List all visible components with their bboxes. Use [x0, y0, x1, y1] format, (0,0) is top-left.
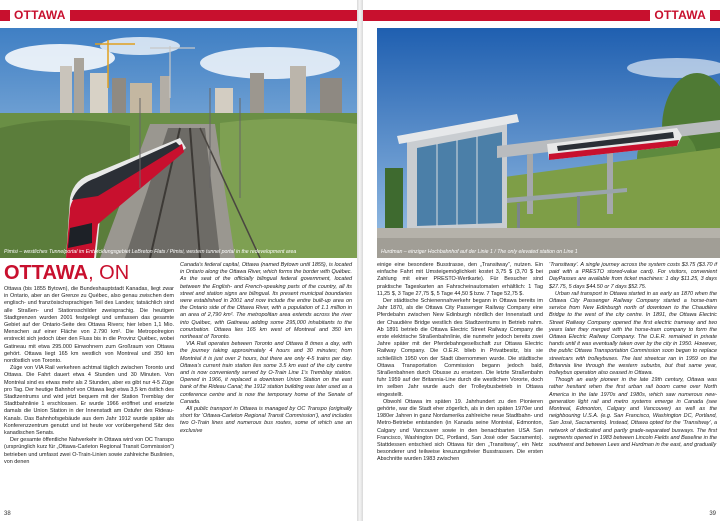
german-text-column-right	[377, 262, 543, 464]
english-paragraph: Urban rail transport in Ottawa started in as early as 1870 when the Ottawa City Passenger Railway Company started a horse-tram service from New Edinburgh north of downtown to the Chaudière Bridge to the west of the city centre. In 1891, the Ottawa Electric Street Railway Company opened the first electric tramway and two years later they merged with the horse-tram company to form the Ottawa Electric Railway Company. The O.E.R. remained in private hands until it was eventually taken over by the city in 1950. However, the public Ottawa Transportation Commission soon began to replace streetcars with trolleybuses. The last streetcar ran in 1959 on the Britannia line through the western suburbs, but that same year, trolleybus operation also ceased in Ottawa.	[549, 290, 717, 377]
header-label-left: OTTAWA	[10, 8, 70, 23]
left-page	[0, 0, 357, 521]
german-paragraph: einige eine besondere Busstrasse, den „Transitway“, nutzen. Ein einfache Fahrt mit Umsteigemöglichkeit kostet 3,75 $ (3,70 $ bei Zahlung mit einer PRESTO-Wertkarte). Für Besucher sind praktische Tageskarten an Fahrscheinautomaten erhältlich: 1 Tag 11,25 $, 3 Tage 27,75 $, 5 Tage 44,50 $ bzw. 7 Tage 52,75 $.	[377, 262, 543, 297]
photo-caption: Pimisi – westliches Tunnelportal im Entwicklungsgebiet LeBreton Flats / Pimisi, western tunnel portal in the redevelopment area	[4, 249, 297, 255]
english-paragraph: ‘Transitway’. A single journey across the system costs $3.75 ($3.70 if paid with a PRESTO stored-value card). For visitors, convenient DayPasses are available from ticket machines: 1 day $11.25, 3 days $27.75, 5 days $44.50 or 7 days $52.75.	[549, 262, 717, 290]
german-paragraph: Ottawa (bis 1855 Bytown), die Bundeshauptstadt Kanadas, liegt zwar in Ontario, aber an der Grenze zu Québec, also genau zwischen dem englisch- und französischsprachigen Teil des Landes; tatsächlich sind alle Straßen- und Stationsschilder zweisprachig. Die heutigen Stadtgrenzen wurden 2001 festgelegt und umfassen das gesamte Gebiet auf der Ontario-Seite des Ottawa Rivers; hier leben 1,1 Mio. Menschen auf einer Fläche von 2.790 km². Die Metropolregion erstreckt sich jedoch über den Fluss bis in die Provinz Québec, wobei Gatineau mit etwa 295.000 Einwohnern zum Großraum von Ottawa gehört. Ottawa liegt 165 km westlich von Montreal und 350 km nordöstlich von Toronto.	[4, 286, 174, 365]
page-number-right: 39	[709, 511, 716, 517]
right-page	[363, 0, 720, 521]
photo-hurdman-station	[377, 28, 720, 258]
english-paragraph: Though an early pioneer in the late 19th century, Ottawa was rather hesitant when the first urban rail boom came over North America in the late 1970s and 1980s, which saw numerous new-generation light rail and metro systems emerge in Canada (see Montreal, Edmonton, Calgary and Vancouver) as well as the neighbouring U.S.A. (e.g. San Francisco, Washington DC, Portland, San José, Sacramento). Instead, Ottawa opted for the ‘Transitway’, a network of dedicated and partly grade-separated busways. The first segments opened in 1983 between Lincoln Fields and Baseline in the southwest and between Lees and Hurdman in the east, and gradually	[549, 377, 717, 449]
english-text-column-right	[549, 262, 717, 449]
english-paragraph: All public transport in Ottawa is managed by OC Transpo (originally short for ‘Ottawa-Carleton Regional Transit Commission’), and includes two O-Train lines and numerous bus routes, some of which use an exclusive	[180, 406, 352, 434]
german-paragraph: Züge von VIA Rail verkehren achtmal täglich zwischen Toronto und Ottawa. Die Fahrt dauert etwa 4 Stunden und 30 Minuten. Von Montréal sind es etwas mehr als 2 Stunden, aber es gibt nur 4-5 Züge pro Tag. Der heutige Bahnhof von Ottawa liegt etwa 3,5 km östlich des Stadtzentrums und wird jetzt bequem mit der Station Tremblay der Stadtbahnlinie 1 erschlossen. Er wurde 1966 eröffnet und ersetzte damals die Union Station in der Innenstadt am Ostufer des Rideau-Kanals. Das Bahnhofsgebäude aus dem Jahr 1912 wurde später als Konferenzzentrum genutzt und ist heute vor vorübergehend Sitz des kanadischen Senats.	[4, 365, 174, 437]
german-paragraph: Der städtische Schienennahverkehr begann in Ottawa bereits im Jahr 1870, als die Ottawa City Passenger Railway Company eine Pferdebahn zwischen New Edinburgh nördlich der Innenstadt und der Chaudière Bridge westlich des Stadtzentrums in Betrieb nahm. Ab 1891 betrieb die Ottawa Electric Street Railway Company die erste elektrische Straßenbahnlinie, die nunmehr jedoch bereits zwei Jahre später mit der Pferdebahngesellschaft zur Ottawa Electric Railway Company. Die O.E.R. blieb in Privatbesitz, bis sie schließlich 1950 von der Stadt übernommen wurde. Die städtische Ottawa Transportation Commission begann jedoch bald, Straßenbahnen durch Obusse zu ersetzen. Die letzte Straßenbahn fuhr 1959 auf der Britannia-Line durch die westlichen Vororte, doch im selben Jahr wurde auch der Trolleybusbetrieb in Ottawa eingestellt.	[377, 298, 543, 398]
title-province: , ON	[88, 262, 130, 284]
german-paragraph: Der gesamte öffentliche Nahverkehr in Ottawa wird von OC Transpo (ursprünglich kurz für „Ottawa-Carleton Regional Transit Commission“) betrieben und umfasst zwei O-Train-Linien sowie zahlreiche Buslinien, von denen	[4, 437, 175, 465]
english-paragraph: Canada’s federal capital, Ottawa (named Bytown until 1855), is located in Ontario along the Ottawa River, which forms the border with Québec. As the seat of the officially bilingual federal government, located between the English- and French-speaking parts of the country, all its street and station signs are bilingual. Its present municipal boundaries were established in 2001 and now include the entire built-up area on the Ontario side of the Ottawa River, with a population of 1.1 million in an area of 2,790 km². The metropolitan area extends across the river into Québec, with Gatineau adding some 295,000 inhabitants to the conurbation. Ottawa lies 165 km west of Montreal and 350 km northeast of Toronto.	[180, 262, 352, 341]
page-number-left: 38	[4, 511, 11, 517]
page-title	[4, 262, 129, 284]
english-paragraph: VIA Rail operates between Toronto and Ottawa 8 times a day, with the journey taking approximately 4 hours and 30 minutes; from Montréal it is just over 2 hours, but there are only 4-5 trains per day. Ottawa’s current train station lies some 3.5 km east of the city centre and is now conveniently served by O-Train Line 1’s Tremblay station. Opened in 1966, it replaced a downtown Union Station on the east bank of the Rideau Canal; the 1912 station building was later used as a conference centre and is now the temporary home of the Senate of Canada.	[180, 341, 352, 405]
photo-pimisi-tunnel-portal	[0, 28, 357, 258]
header-label-right: OTTAWA	[650, 8, 710, 23]
title-city: OTTAWA	[4, 262, 89, 284]
photo-caption: Hurdman – einziger Hochbahnhof auf der Linie 1 / The only elevated station on Line 1	[381, 249, 578, 255]
german-paragraph: Obwohl Ottawa im späten 19. Jahrhundert zu den Pionieren gehörte, war die Stadt eher zögerlich, als in den späten 1970er und 1980er Jahren in ganz Nordamerika zahlreiche neue Stadtbahn- und Metro-Betriebe entstanden (in Kanada seine Montréal, Edmonton, Calgary und Vancouver sowie in den benachbarten USA San Francisco, Washington DC, Portland, San José oder Sacramento). Stattdessen entschied sich Ottawa für den „Transitway“, ein Netz besonderer und teilweise kreuzungsfreier Busstrassen. Die ersten Abschnitte wurden 1983 zwischen	[377, 398, 543, 463]
english-text-column-left	[180, 262, 352, 435]
german-text-column-left	[4, 286, 174, 466]
